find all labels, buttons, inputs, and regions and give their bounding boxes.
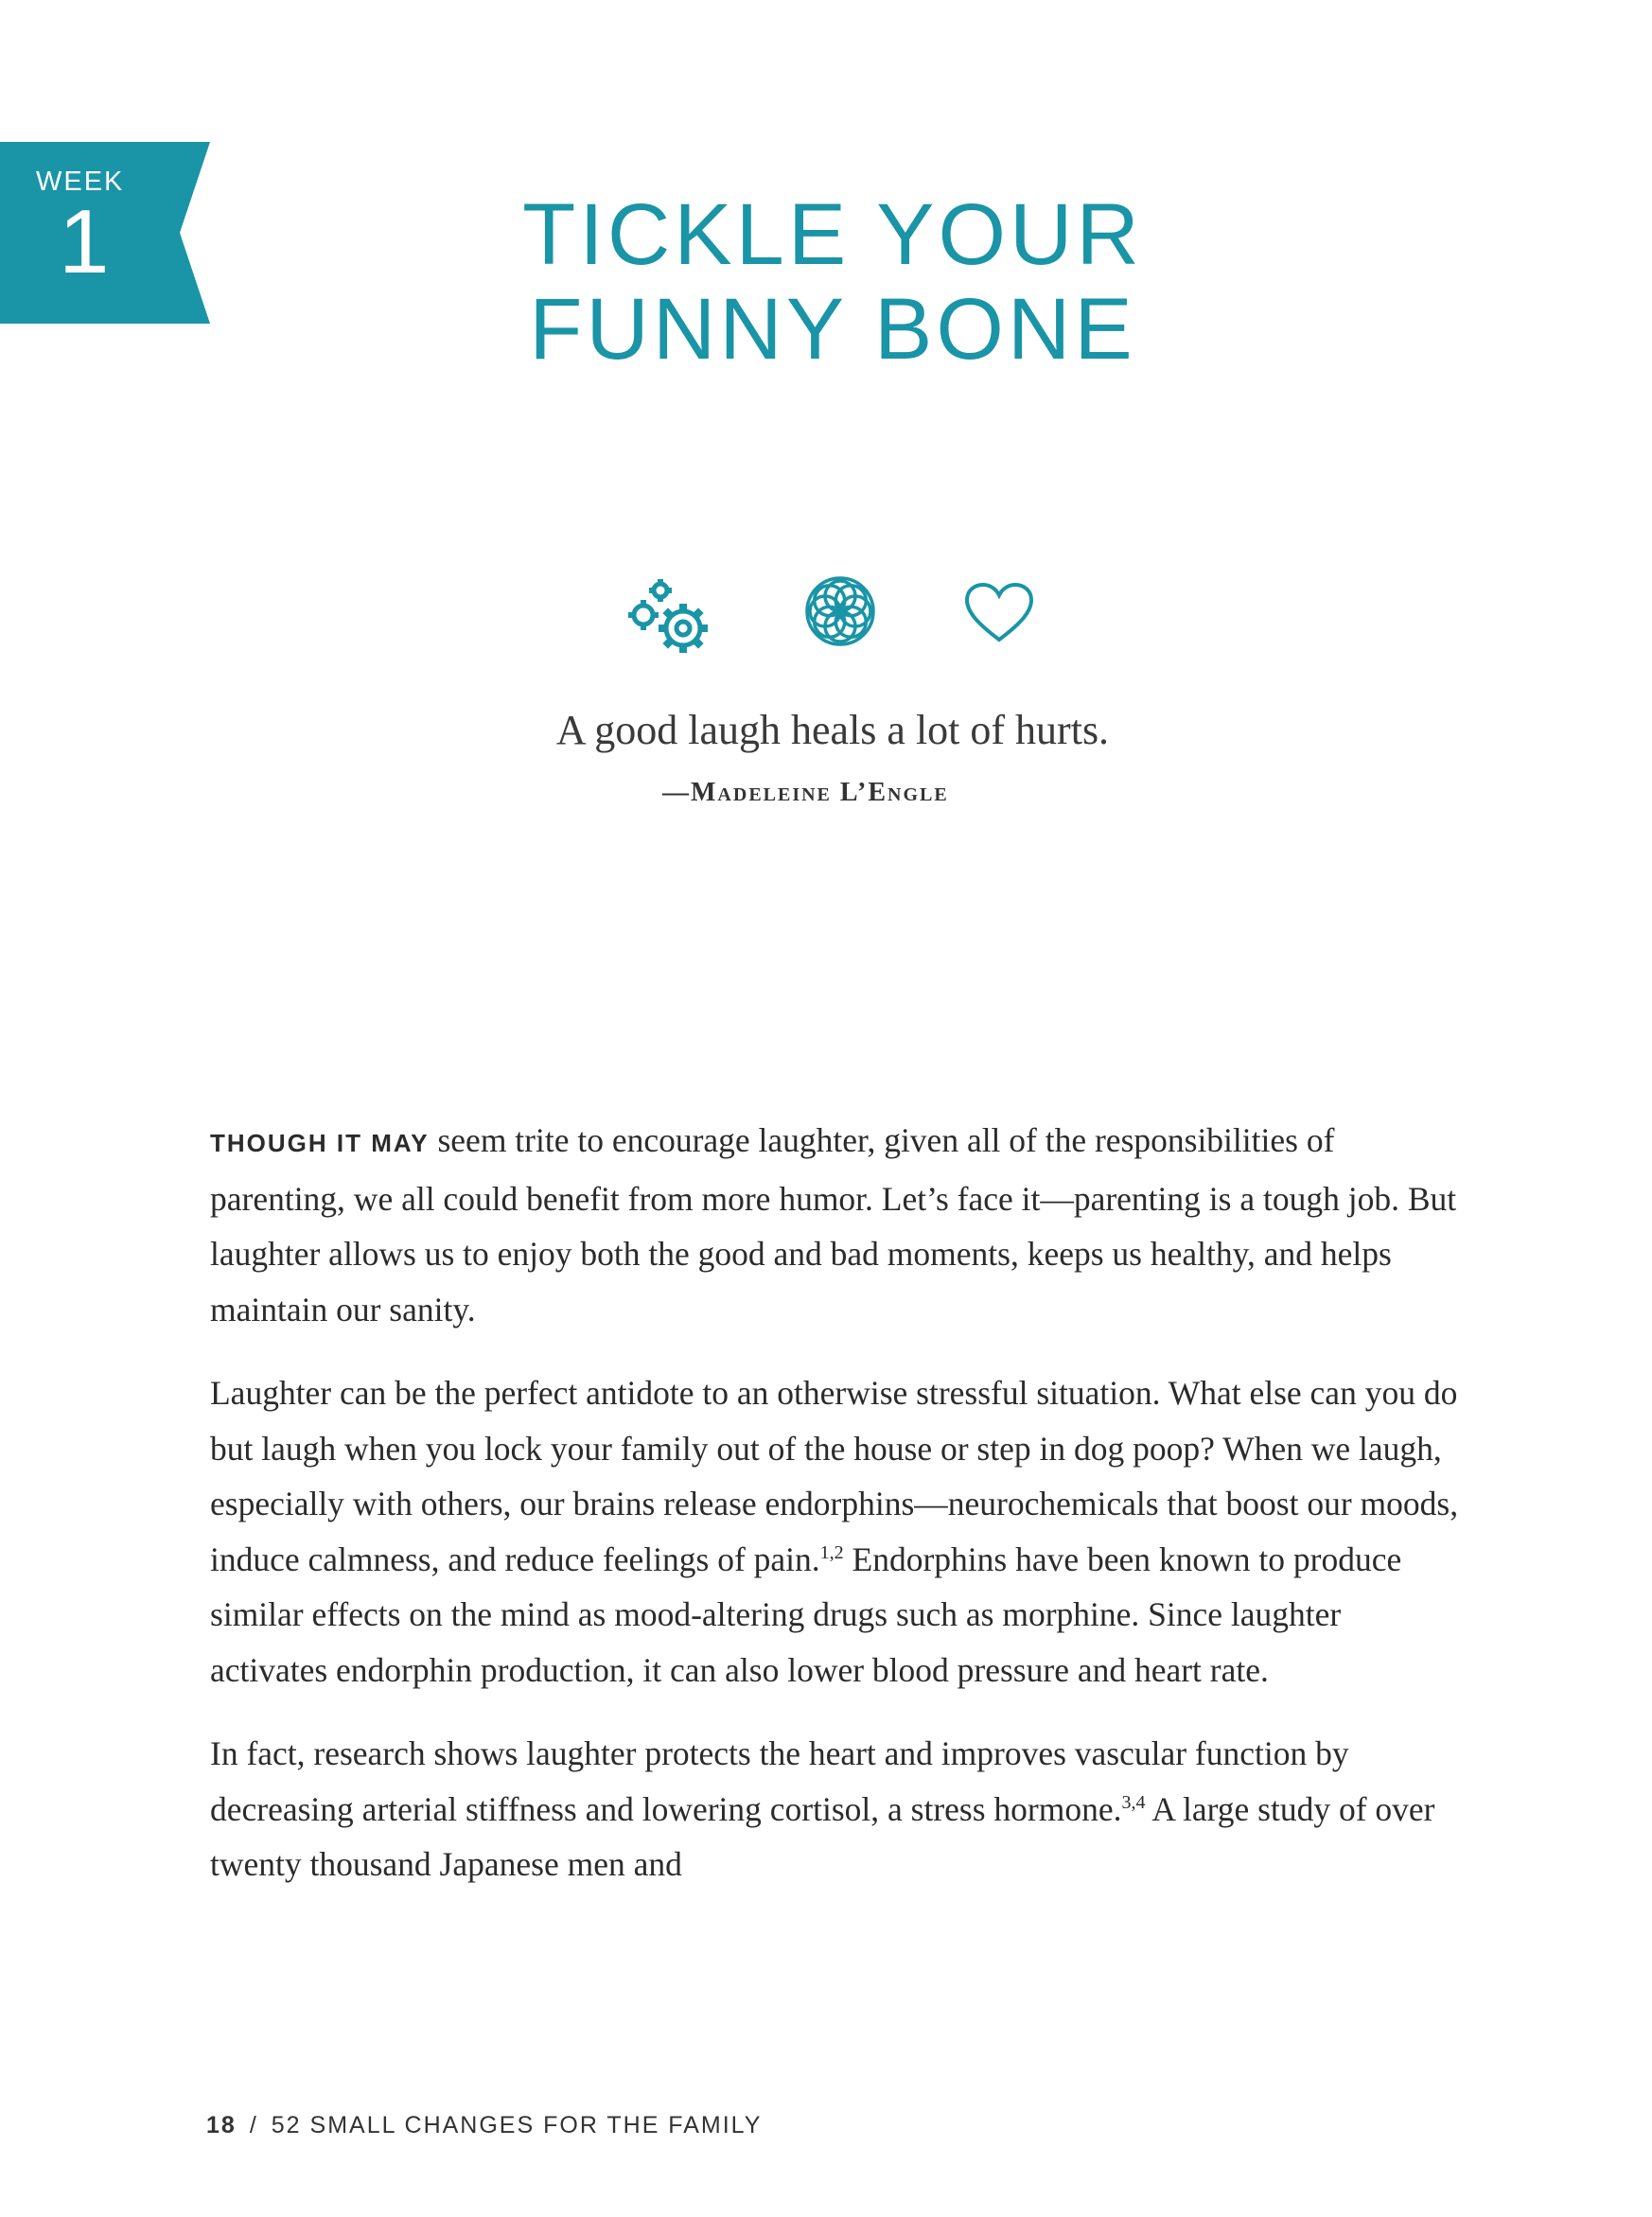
mandala-icon xyxy=(802,573,878,649)
paragraph-lead-in: THOUGH IT MAY xyxy=(210,1129,430,1157)
epigraph-attribution: —Madeleine L’Engle xyxy=(662,778,949,807)
chapter-title xyxy=(284,187,1381,377)
paragraph xyxy=(210,1365,1464,1698)
epigraph-quote: A good laugh heals a lot of hurts. xyxy=(555,707,1110,753)
paragraph-text: Endorphins have been known to produce similar effects on the mind as mood-altering drugs such as morphine. Since laughter activates endorphin production, it can also lower blood pressure and heart rate. xyxy=(210,1540,1402,1689)
footnote-reference: 3,4 xyxy=(1121,1791,1146,1813)
paragraph xyxy=(210,1113,1464,1337)
paragraph-text: seem trite to encourage laughter, given all of the responsibilities of parenting, we all could benefit from more humor. Let’s face it—parenting is a tough job. But laughter allows us to enjoy both the good and bad moments, keeps us healthy, and helps maintain our sanity. xyxy=(210,1121,1457,1328)
chapter-title-line-1: TICKLE YOUR xyxy=(522,186,1143,283)
gears-icon xyxy=(626,573,717,664)
body-text xyxy=(210,1113,1464,1921)
paragraph-text: Laughter can be the perfect antidote to an otherwise stressful situation. What else can you do but laugh when you lock your family out of the house or step in dog poop? When we laugh, especially with others, our brains release endorphins—neurochemicals that boost our moods, induce calmness, and reduce feelings of pain. xyxy=(210,1374,1459,1578)
week-label: WEEK xyxy=(36,167,125,197)
page-footer xyxy=(206,2112,762,2139)
footer-separator: / xyxy=(249,2112,258,2138)
chapter-title-line-2: FUNNY BONE xyxy=(529,281,1136,378)
paragraph-text: In fact, research shows laughter protects the heart and improves vascular function by decreasing arterial stiffness and lowering cortisol, a stress hormone. xyxy=(210,1734,1349,1828)
week-flag xyxy=(0,142,210,324)
heart-icon xyxy=(963,581,1035,645)
paragraph-text: A large study of over twenty thousand Japanese men and xyxy=(210,1789,1435,1883)
book-title: 52 SMALL CHANGES FOR THE FAMILY xyxy=(271,2112,763,2138)
page-number: 18 xyxy=(206,2112,237,2138)
footnote-reference: 1,2 xyxy=(819,1541,844,1563)
paragraph xyxy=(210,1726,1464,1892)
week-number: 1 xyxy=(59,191,110,292)
icon-row xyxy=(626,573,1035,664)
